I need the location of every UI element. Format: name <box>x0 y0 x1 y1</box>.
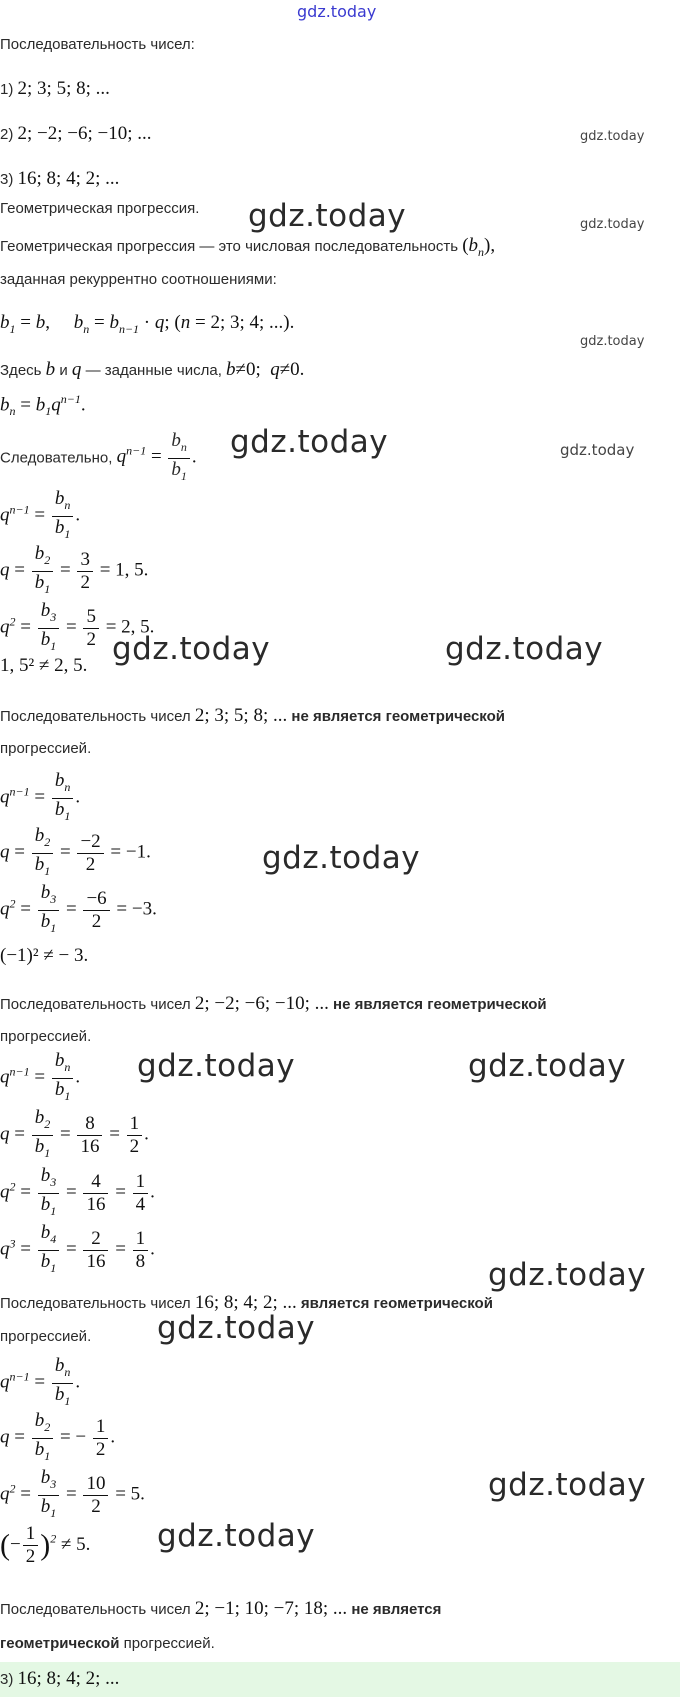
conclusion-verdict: не является <box>351 1601 442 1618</box>
conclusion-end: прогрессией. <box>123 1635 215 1652</box>
watermark-big: gdz.today <box>488 1257 647 1293</box>
watermark-big: gdz.today <box>230 424 389 460</box>
case4-q2: $q^2$ = $\frac{b_3}{b_1}$ = $\frac{10}{2}$ = 5. <box>0 1467 145 1524</box>
given-numbers-line: Здесь b и q — заданные числа, b≠0; q≠0. <box>0 359 305 380</box>
definition-line-1 <box>0 235 495 260</box>
watermark-top: gdz.today <box>297 2 377 21</box>
case4-check: (− $\frac{1}{2}$ )$^2$ ≠ 5. <box>0 1523 91 1567</box>
conclusion-verdict: не является геометрической <box>291 708 506 725</box>
case1-conclusion <box>0 705 505 727</box>
watermark-big: gdz.today <box>157 1518 316 1554</box>
case2-q2-result: = −3. <box>116 898 157 920</box>
case4-q: q = $\frac{b_2}{b_1}$ = − $\frac{1}{2}$ . <box>0 1410 115 1467</box>
here-text: Здесь <box>0 362 42 379</box>
case1-q-result: = 1, 5. <box>99 559 149 581</box>
item-2-label: 2) <box>0 126 14 143</box>
therefore-line: Следовательно, $q^{n-1}$ = $\frac{b_n}{b_1}$ . <box>0 430 197 487</box>
intro-item-1 <box>0 78 110 100</box>
intro-title: Последовательность чисел: <box>0 36 195 53</box>
watermark-small: gdz.today <box>560 441 635 459</box>
watermark-big: gdz.today <box>157 1310 316 1346</box>
case2-q: q = $\frac{b_2}{b_1}$ = $\frac{-2}{2}$ = −1. <box>0 825 151 882</box>
conclusion-sequence: 2; −2; −6; −10; ... <box>194 993 329 1014</box>
conclusion-prefix: Последовательность чисел <box>0 1601 191 1618</box>
case4-conclusion-end <box>0 1635 215 1652</box>
watermark-big: gdz.today <box>262 840 421 876</box>
watermark-small: gdz.today <box>580 334 645 349</box>
conclusion-verdict-cont: геометрической <box>0 1635 120 1652</box>
conclusion-sequence: 16; 8; 4; 2; ... <box>194 1292 297 1313</box>
case1-conclusion-end: прогрессией. <box>0 740 92 757</box>
watermark-big: gdz.today <box>468 1048 627 1084</box>
general-term-formula: $b_n = b_1q^{n-1}$. <box>0 392 86 419</box>
item-1-label: 1) <box>0 81 14 98</box>
case2-formula: $q^{n-1}$ = $\frac{b_n}{b_1}$ . <box>0 770 80 827</box>
definition-heading: Геометрическая прогрессия. <box>0 200 200 217</box>
conclusion-prefix: Последовательность чисел <box>0 1295 191 1312</box>
conclusion-prefix: Последовательность чисел <box>0 708 191 725</box>
answer-sequence: 16; 8; 4; 2; ... <box>17 1668 120 1689</box>
item-1-sequence: 2; 3; 5; 8; ... <box>17 78 110 99</box>
case1-q2: $q^2$ = $\frac{b_3}{b_1}$ = $\frac{5}{2}$ = 2, 5. <box>0 600 154 657</box>
case4-formula: $q^{n-1}$ = $\frac{b_n}{b_1}$ . <box>0 1355 80 1412</box>
definition-text: Геометрическая прогрессия — это числовая последовательность <box>0 238 459 255</box>
therefore-text: Следовательно, <box>0 449 113 467</box>
case2-q2-den: 2 <box>83 910 109 933</box>
intro-item-3 <box>0 168 119 190</box>
watermark-small: gdz.today <box>580 217 645 232</box>
case4-conclusion <box>0 1598 441 1620</box>
case2-q-result: = −1. <box>110 841 151 863</box>
case3-q2: $q^2$ = $\frac{b_3}{b_1}$ = $\frac{4}{16}$ = $\frac{1}{4}$ . <box>0 1165 155 1222</box>
bn-symbol: $(b_n)$, <box>462 235 496 259</box>
case4-q2-den: 2 <box>83 1495 108 1518</box>
answer-label: 3) <box>0 1671 14 1688</box>
case2-q-num: −2 <box>80 830 101 852</box>
definition-line-2: заданная рекуррентно соотношениями: <box>0 271 277 288</box>
item-2-sequence: 2; −2; −6; −10; ... <box>17 123 152 144</box>
case4-q2-result: = 5. <box>115 1483 145 1505</box>
recurrence-formula: $b_1 = b$, $b_n = b_{n-1} \cdot q$; (n = 2; 3; 4; ...). <box>0 312 295 336</box>
case1-q2-result: = 2, 5. <box>105 616 155 638</box>
case2-q2-num: −6 <box>86 887 107 909</box>
case2-q-den: 2 <box>77 853 103 876</box>
conclusion-verdict: не является геометрической <box>333 996 547 1013</box>
item-3-label: 3) <box>0 171 14 188</box>
case3-formula: $q^{n-1}$ = $\frac{b_n}{b_1}$ . <box>0 1050 80 1107</box>
item-3-sequence: 16; 8; 4; 2; ... <box>17 168 120 189</box>
conclusion-verdict: является геометрической <box>300 1295 493 1312</box>
conclusion-sequence: 2; 3; 5; 8; ... <box>194 705 288 726</box>
watermark-big: gdz.today <box>488 1467 647 1503</box>
watermark-big: gdz.today <box>248 198 407 234</box>
watermark-big: gdz.today <box>112 631 271 667</box>
watermark-small: gdz.today <box>580 129 645 144</box>
conclusion-sequence: 2; −1; 10; −7; 18; ... <box>194 1598 348 1619</box>
case3-q: q = $\frac{b_2}{b_1}$ = $\frac{8}{16}$ = $\frac{1}{2}$ . <box>0 1107 149 1164</box>
watermark-big: gdz.today <box>445 631 604 667</box>
case4-check-end: ≠ 5. <box>60 1533 91 1555</box>
case4-q2-num: 10 <box>86 1472 106 1494</box>
given-text: — заданные числа, <box>85 362 222 379</box>
case1-check: 1, 5² ≠ 2, 5. <box>0 655 88 676</box>
case3-conclusion-end: прогрессией. <box>0 1328 92 1345</box>
case2-q2: $q^2$ = $\frac{b_3}{b_1}$ = $\frac{-6}{2}$ = −3. <box>0 882 157 939</box>
case2-check: (−1)² ≠ − 3. <box>0 945 89 966</box>
watermark-big: gdz.today <box>137 1048 296 1084</box>
case1-formula: $q^{n-1}$ = $\frac{b_n}{b_1}$ . <box>0 488 80 545</box>
and-text: и <box>59 362 68 379</box>
case2-conclusion-end: прогрессией. <box>0 1028 92 1045</box>
case1-q: q = $\frac{b_2}{b_1}$ = $\frac{3}{2}$ = 1, 5. <box>0 543 148 600</box>
intro-item-2 <box>0 123 152 145</box>
answer-line <box>0 1668 119 1690</box>
case3-q3: $q^3$ = $\frac{b_4}{b_1}$ = $\frac{2}{16}$ = $\frac{1}{8}$ . <box>0 1222 155 1279</box>
case2-conclusion <box>0 993 547 1015</box>
conclusion-prefix: Последовательность чисел <box>0 996 191 1013</box>
